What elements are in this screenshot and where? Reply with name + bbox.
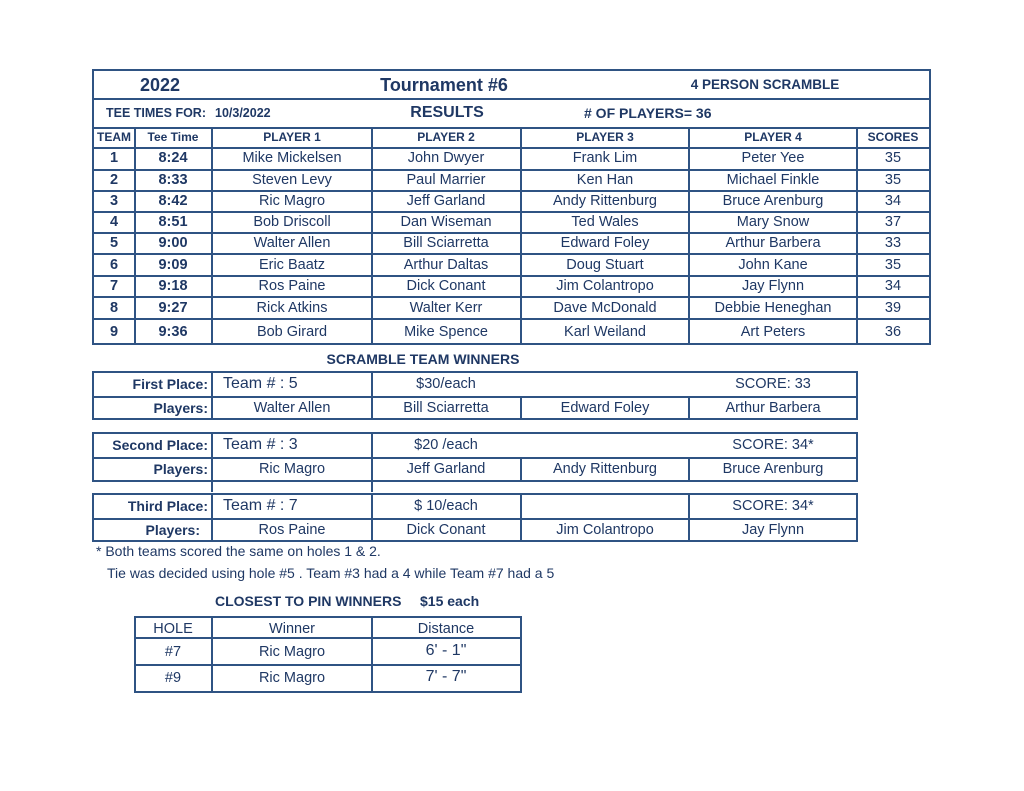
row-player1: Ric Magro (258, 193, 326, 209)
col-header-player1: PLAYER 1 (263, 130, 321, 144)
winner-player: Jay Flynn (741, 522, 805, 538)
winner-player: Ric Magro (258, 461, 326, 477)
col-divider (371, 432, 373, 492)
divider (92, 127, 931, 129)
row-score: 33 (884, 235, 902, 251)
row-player2: Jeff Garland (406, 193, 486, 209)
tie-note-line2: Tie was decided using hole #5 . Team #3 had a 4 while Team #7 had a 5 (107, 565, 555, 581)
row-player2: Dan Wiseman (400, 214, 492, 230)
row-player3: Ken Han (576, 172, 634, 188)
row-player3: Ted Wales (571, 214, 639, 230)
place-label: Third Place: (127, 498, 208, 514)
winner-player: Ros Paine (258, 522, 326, 538)
divider (92, 396, 858, 398)
row-player1: Eric Baatz (258, 257, 326, 273)
row-player1: Bob Girard (256, 324, 328, 340)
tie-note-line1: * Both teams scored the same on holes 1 & 2. (96, 543, 381, 559)
row-player2: Dick Conant (406, 278, 486, 294)
col-divider (856, 127, 858, 345)
year: 2022 (139, 75, 181, 95)
pin-hole: #9 (164, 670, 182, 686)
col-header-scores: SCORES (867, 130, 919, 144)
row-player2: Bill Sciarretta (403, 235, 489, 251)
winners-title: SCRAMBLE TEAM WINNERS (326, 351, 520, 367)
row-player3: Andy Rittenburg (553, 193, 657, 209)
row-score: 37 (884, 214, 902, 230)
col-divider (688, 493, 690, 542)
row-player4: Mary Snow (736, 214, 810, 230)
row-team: 6 (109, 257, 119, 273)
winner-player: Dick Conant (406, 522, 486, 538)
results-heading: RESULTS (410, 104, 484, 121)
col-divider (688, 457, 690, 482)
tee-times-label: TEE TIMES FOR: (106, 106, 206, 120)
divider (92, 147, 931, 149)
row-score: 35 (884, 150, 902, 166)
row-player1: Bob Driscoll (253, 214, 331, 230)
place-team: Team # : 3 (223, 436, 298, 453)
col-divider (520, 396, 522, 420)
divider (92, 296, 931, 298)
col-header-player3: PLAYER 3 (576, 130, 634, 144)
col-divider (211, 493, 213, 542)
row-score: 34 (884, 278, 902, 294)
row-score: 36 (884, 324, 902, 340)
col-divider (688, 127, 690, 345)
col-header-tee-time: Tee Time (147, 130, 199, 144)
divider (92, 318, 931, 320)
row-player3: Dave McDonald (553, 300, 657, 316)
divider (92, 98, 931, 100)
row-player4: Peter Yee (741, 150, 805, 166)
row-tee-time: 8:33 (158, 172, 188, 188)
format-label: 4 PERSON SCRAMBLE (690, 77, 840, 92)
row-score: 35 (884, 172, 902, 188)
place-score: SCORE: 34* (732, 498, 814, 514)
players-label: Players: (145, 522, 200, 538)
divider (92, 232, 931, 234)
col-divider (520, 127, 522, 345)
row-player2: John Dwyer (407, 150, 485, 166)
row-player4: Jay Flynn (741, 278, 805, 294)
pin-prize: $15 each (420, 593, 480, 609)
row-tee-time: 8:42 (158, 193, 188, 209)
winner-player: Arthur Barbera (725, 400, 821, 416)
col-divider (371, 127, 373, 345)
winner-player: Jim Colantropo (556, 522, 654, 538)
row-player2: Arthur Daltas (403, 257, 489, 273)
row-player1: Ros Paine (258, 278, 326, 294)
row-team: 5 (109, 235, 119, 251)
row-player3: Jim Colantropo (556, 278, 654, 294)
row-player3: Frank Lim (572, 150, 638, 166)
players-label: Players: (153, 400, 208, 416)
col-divider (211, 432, 213, 492)
players-label: Players: (153, 461, 208, 477)
row-player2: Walter Kerr (409, 300, 483, 316)
row-player1: Rick Atkins (256, 300, 328, 316)
place-label: Second Place: (112, 437, 208, 453)
place-team: Team # : 5 (223, 375, 298, 392)
row-team: 7 (109, 278, 119, 294)
row-team: 1 (109, 150, 119, 166)
row-player4: Michael Finkle (726, 172, 820, 188)
row-team: 3 (109, 193, 119, 209)
row-tee-time: 8:51 (158, 214, 188, 230)
row-score: 39 (884, 300, 902, 316)
winner-player: Bruce Arenburg (722, 461, 824, 477)
place-prize: $20 /each (414, 437, 478, 453)
row-team: 4 (109, 214, 119, 230)
divider (134, 637, 522, 639)
row-player2: Mike Spence (404, 324, 488, 340)
col-header-player4: PLAYER 4 (744, 130, 802, 144)
col-divider (211, 616, 213, 693)
place-prize: $30/each (416, 376, 476, 392)
row-player4: Arthur Barbera (725, 235, 821, 251)
row-player1: Mike Mickelsen (242, 150, 342, 166)
row-tee-time: 9:27 (158, 300, 188, 316)
tournament-title: Tournament #6 (380, 75, 508, 95)
col-divider (520, 493, 522, 542)
divider (92, 457, 858, 459)
col-divider (211, 127, 213, 345)
col-header-player2: PLAYER 2 (417, 130, 475, 144)
col-divider (371, 493, 373, 542)
row-player4: Debbie Heneghan (714, 300, 832, 316)
players-count: # OF PLAYERS= 36 (584, 105, 712, 121)
row-team: 9 (109, 324, 119, 340)
pin-header-distance: Distance (417, 621, 475, 637)
row-team: 2 (109, 172, 119, 188)
row-player2: Paul Marrier (406, 172, 486, 188)
place-prize: $ 10/each (414, 498, 478, 514)
row-player3: Edward Foley (560, 235, 650, 251)
divider (134, 664, 522, 666)
winner-player: Bill Sciarretta (403, 400, 489, 416)
row-score: 34 (884, 193, 902, 209)
pin-header-hole: HOLE (153, 621, 193, 637)
place-team: Team # : 7 (223, 497, 298, 514)
divider (92, 275, 931, 277)
row-team: 8 (109, 300, 119, 316)
col-header-team: TEAM (97, 130, 131, 144)
row-player3: Karl Weiland (564, 324, 646, 340)
divider (92, 190, 931, 192)
row-player4: Art Peters (740, 324, 806, 340)
pin-winner: Ric Magro (258, 670, 326, 686)
divider (92, 211, 931, 213)
winner-player: Andy Rittenburg (553, 461, 657, 477)
row-tee-time: 9:18 (158, 278, 188, 294)
pin-header-winner: Winner (269, 621, 315, 637)
tee-date: 10/3/2022 (215, 106, 271, 120)
col-divider (688, 396, 690, 420)
pin-distance: 6' - 1" (425, 642, 467, 659)
row-player1: Walter Allen (253, 235, 331, 251)
row-player3: Doug Stuart (566, 257, 644, 273)
divider (92, 169, 931, 171)
row-tee-time: 9:09 (158, 257, 188, 273)
winner-player: Jeff Garland (406, 461, 486, 477)
row-tee-time: 8:24 (158, 150, 188, 166)
row-score: 35 (884, 257, 902, 273)
row-player4: John Kane (738, 257, 808, 273)
place-score: SCORE: 33 (735, 376, 811, 392)
divider (92, 518, 858, 520)
place-label: First Place: (132, 376, 208, 392)
row-player4: Bruce Arenburg (722, 193, 824, 209)
winner-player: Walter Allen (253, 400, 331, 416)
row-tee-time: 9:00 (158, 235, 188, 251)
pin-winner: Ric Magro (258, 644, 326, 660)
pin-hole: #7 (164, 644, 182, 660)
col-divider (134, 127, 136, 345)
col-divider (371, 616, 373, 693)
col-divider (520, 457, 522, 482)
row-player1: Steven Levy (252, 172, 332, 188)
col-divider (211, 371, 213, 420)
row-tee-time: 9:36 (158, 324, 188, 340)
place-score: SCORE: 34* (732, 437, 814, 453)
col-divider (371, 371, 373, 420)
pin-distance: 7' - 7" (425, 668, 467, 685)
winner-player: Edward Foley (560, 400, 650, 416)
pin-title: CLOSEST TO PIN WINNERS (215, 593, 402, 609)
divider (92, 253, 931, 255)
